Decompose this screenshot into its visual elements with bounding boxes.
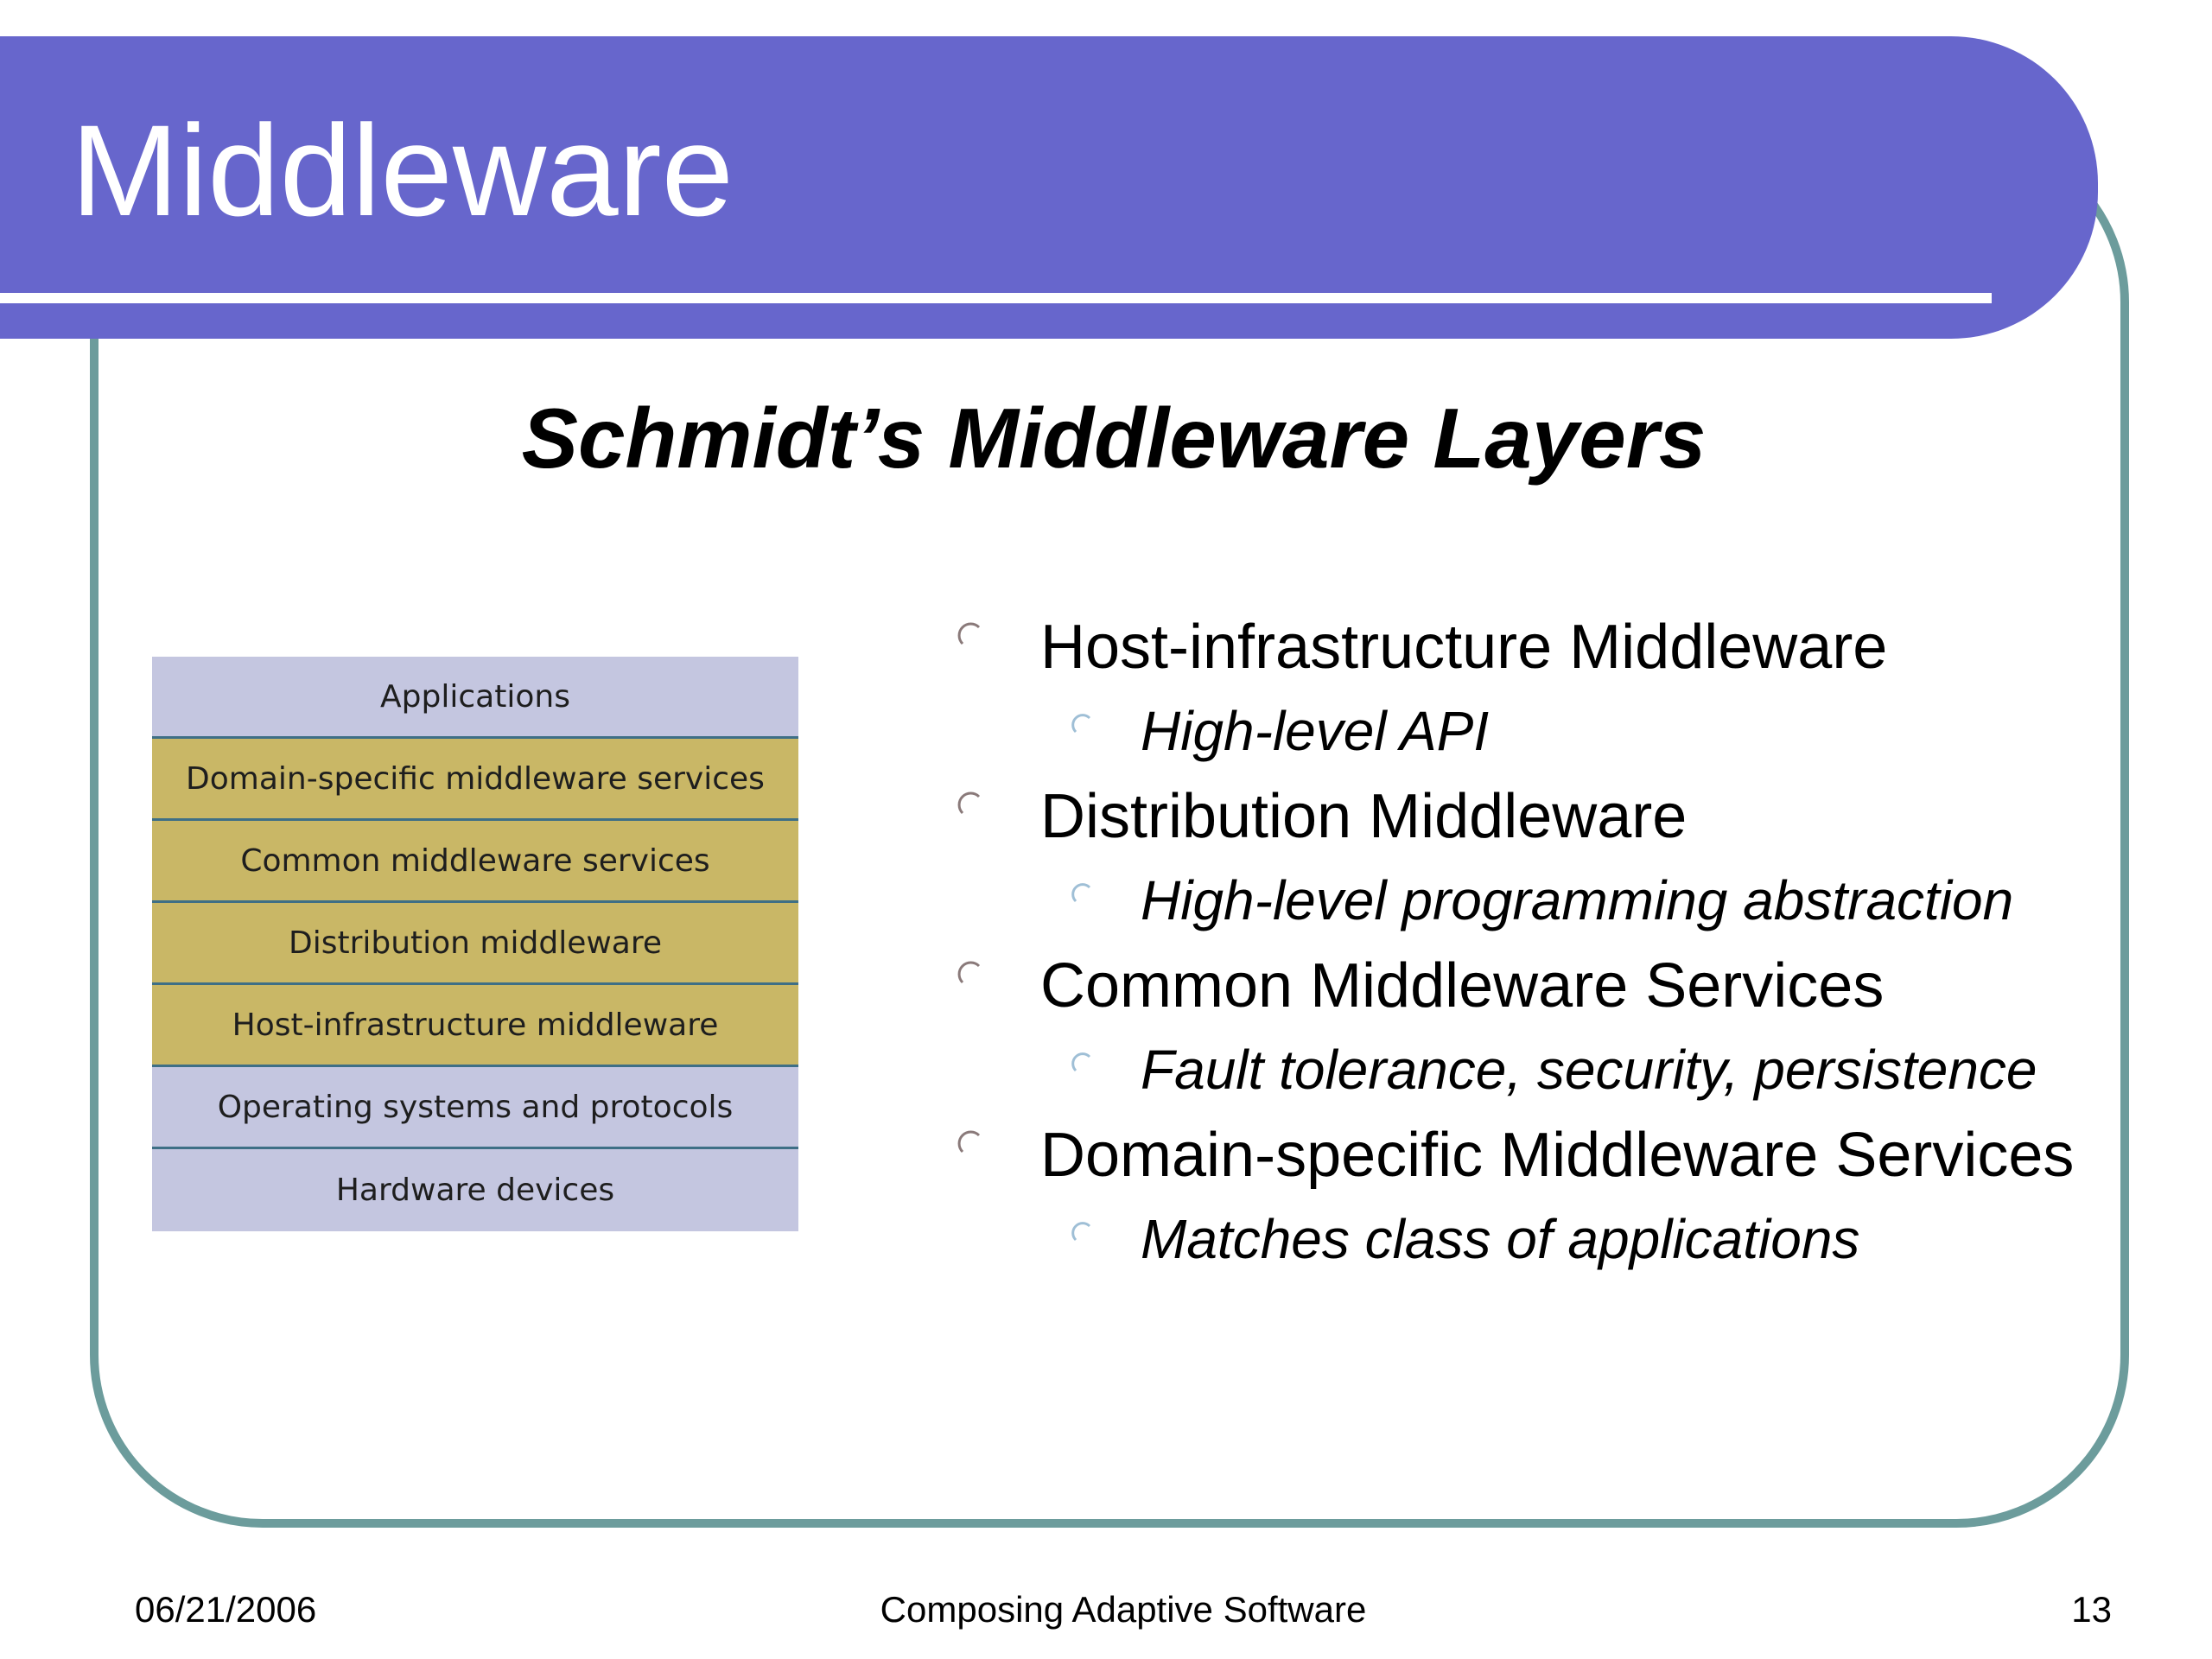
- sub-bullet-item: [957, 859, 2150, 944]
- bullet-item: [957, 1113, 2150, 1198]
- footer-date: 06/21/2006: [135, 1589, 317, 1630]
- layer-distribution: Distribution middleware: [152, 903, 798, 985]
- sub-bullet-ring-icon: [1071, 1222, 1094, 1244]
- footer-title: Composing Adaptive Software: [880, 1589, 1367, 1630]
- sub-bullet-text: Matches class of applications: [1141, 1208, 1860, 1270]
- slide-subtitle: Schmidt’s Middleware Layers: [521, 391, 1707, 486]
- bullet-item: [957, 774, 2150, 859]
- bullet-ring-icon: [957, 1130, 983, 1156]
- bullet-text: Domain-specific Middleware Services: [1040, 1121, 2075, 1190]
- bullet-text: Host-infrastructure Middleware: [1040, 613, 1888, 682]
- sub-bullet-ring-icon: [1071, 883, 1094, 906]
- sub-bullet-item: [957, 690, 2150, 774]
- sub-bullet-text: High-level API: [1141, 700, 1490, 762]
- bullet-ring-icon: [957, 961, 983, 987]
- layer-operating-systems: Operating systems and protocols: [152, 1067, 798, 1149]
- slide-title: Middleware: [71, 98, 734, 243]
- sub-bullet-ring-icon: [1071, 714, 1094, 736]
- sub-bullet-text: High-level programming abstraction: [1141, 869, 2014, 931]
- layer-hardware-devices: Hardware devices: [152, 1149, 798, 1231]
- sub-bullet-ring-icon: [1071, 1052, 1094, 1075]
- sub-bullet-item: [957, 1028, 2150, 1113]
- middleware-layer-diagram: [152, 657, 798, 1234]
- bullet-text: Common Middleware Services: [1040, 951, 1885, 1020]
- bullet-list: [957, 605, 2150, 1282]
- layer-common-services: Common middleware services: [152, 821, 798, 903]
- bullet-item: [957, 605, 2150, 690]
- bullet-item: [957, 944, 2150, 1028]
- bullet-ring-icon: [957, 622, 983, 648]
- layer-domain-specific-services: Domain-specific middleware services: [152, 739, 798, 821]
- slide-number: 13: [2071, 1589, 2112, 1630]
- layer-host-infrastructure: Host-infrastructure middleware: [152, 985, 798, 1067]
- bullet-text: Distribution Middleware: [1040, 782, 1688, 851]
- sub-bullet-item: [957, 1198, 2150, 1282]
- sub-bullet-text: Fault tolerance, security, persistence: [1141, 1039, 2037, 1101]
- layer-applications: Applications: [152, 657, 798, 739]
- bullet-ring-icon: [957, 791, 983, 817]
- title-divider: [0, 293, 1992, 303]
